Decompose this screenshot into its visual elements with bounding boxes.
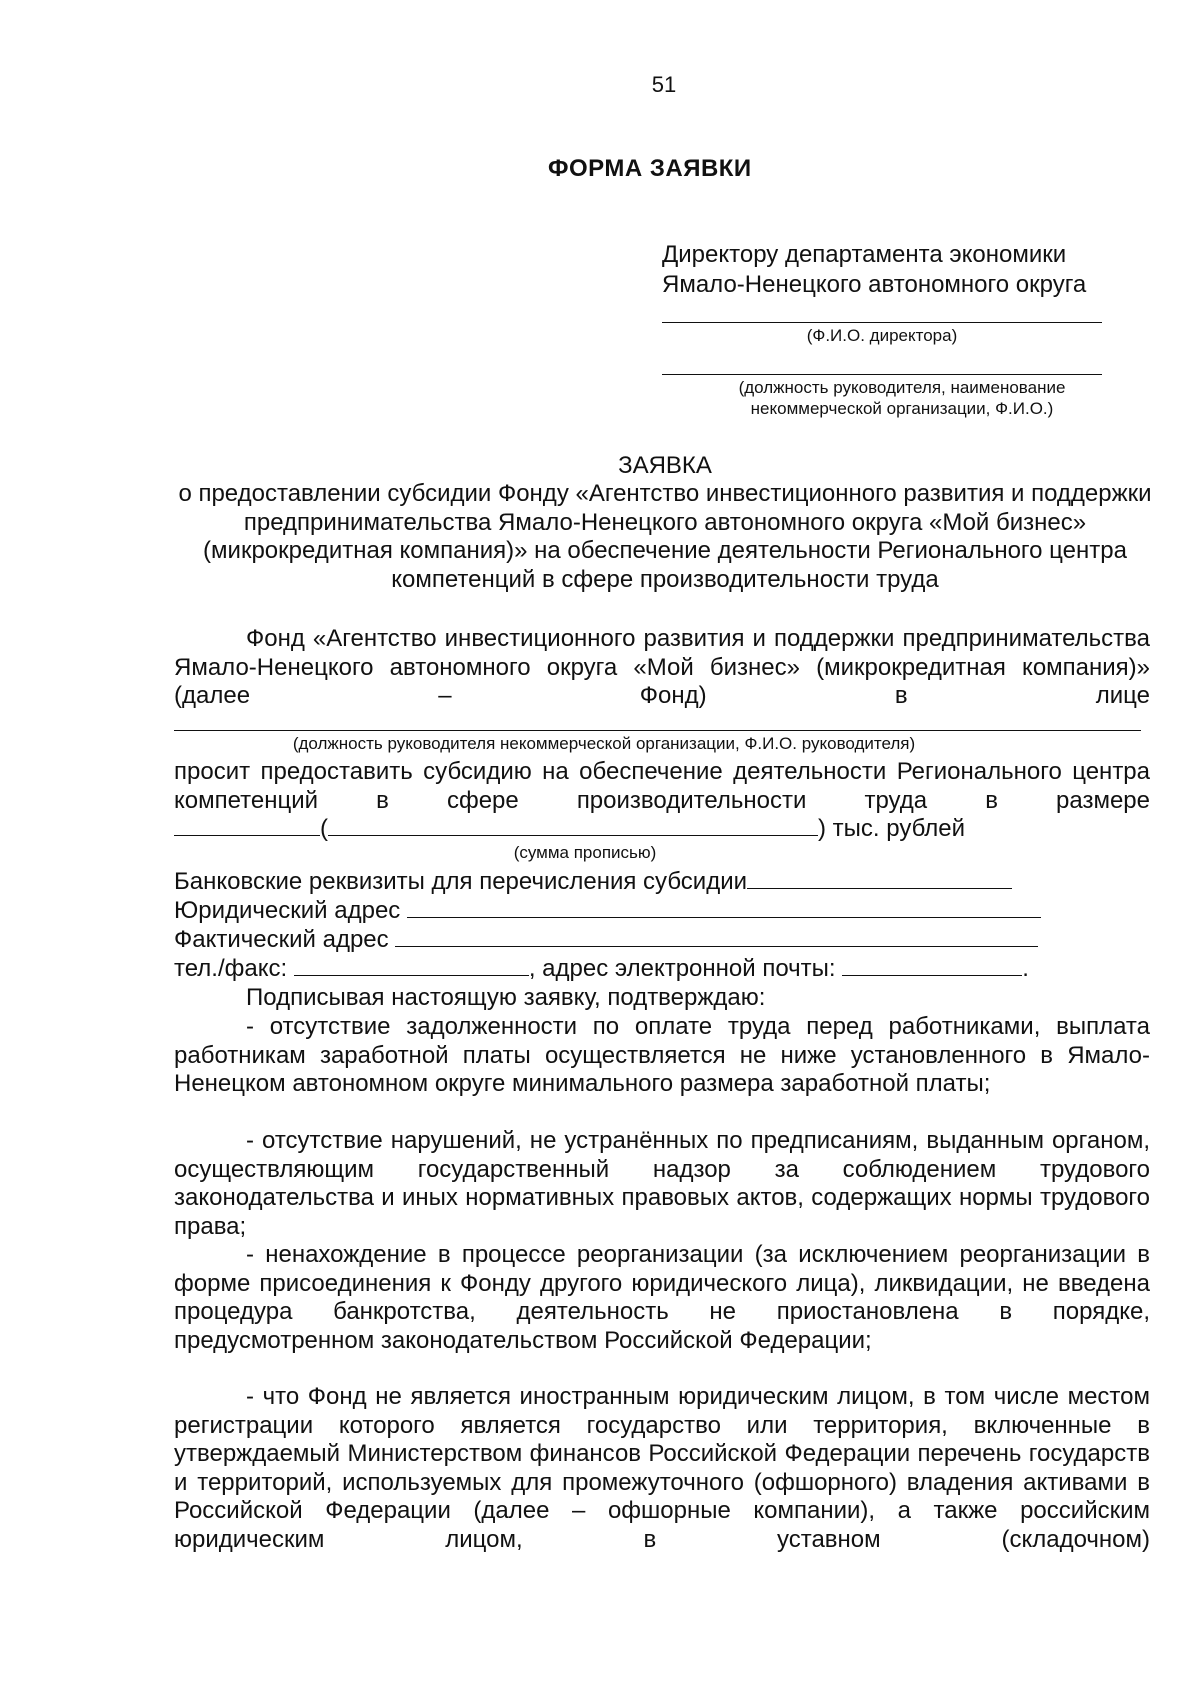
amount-line: ( ) тыс. рублей xyxy=(174,815,965,844)
actual-address-line xyxy=(174,926,1038,955)
confirm-intro: Подписывая настоящую заявку, подтверждаю: xyxy=(246,984,766,1011)
phone-label: тел./факс: xyxy=(174,955,288,982)
amount-words-field[interactable] xyxy=(328,815,818,836)
intro-paragraph: Фонд «Агентство инвестиционного развития и поддержки предпринимательства Ямало-Ненецкого автономного округа «Мой бизнес» (микрокредитная компания)» (далее – Фонд) в лице xyxy=(174,625,1150,709)
confirm-item-3: - ненахождение в процессе реорганизации (за исключением реорганизации в форме присоединения к Фонду другого юридического лица), ликвидации, не введена процедура банкротства, деятельность не приостановлена в порядке, предусмотренном законодательством Российской Федерации; xyxy=(174,1241,1150,1354)
contacts-line: тел./факс: , адрес электронной почты: . xyxy=(174,955,1029,982)
actual-address-label: Фактический адрес xyxy=(174,926,389,953)
sender-caption-line-2: некоммерческой организации, Ф.И.О.) xyxy=(750,399,1054,418)
application-title: ЗАЯВКА xyxy=(618,452,712,479)
actual-address-field[interactable] xyxy=(395,926,1038,947)
sender-field[interactable] xyxy=(662,374,1102,375)
confirm-item-4: - что Фонд не является иностранным юридическим лицом, в том числе местом регистрации которого является государство или территория, включенные в утверждаемый Министерством финансов Российской Федерации перечень государств и территорий, используемых для промежуточного (офшорного) владения активами в Российской Федерации (далее – офшорные компании), а также российским юридическим лицом, в уставном (складочном) xyxy=(174,1383,1150,1553)
confirm-item-1: - отсутствие задолженности по оплате труда перед работниками, выплата работникам заработной платы осуществляется не ниже установленного в Ямало-Ненецком автономном округе минимального размера заработной платы; xyxy=(174,1013,1150,1097)
head-field[interactable] xyxy=(174,730,1141,731)
amount-caption: (сумма прописью) xyxy=(513,843,657,862)
email-field[interactable] xyxy=(842,955,1022,976)
bank-details-field[interactable] xyxy=(747,868,1012,889)
sender-caption-line-1: (должность руководителя, наименование xyxy=(738,378,1066,397)
legal-address-line xyxy=(174,897,1041,926)
amount-suffix: ) тыс. рублей xyxy=(818,815,966,842)
legal-address-field[interactable] xyxy=(407,897,1041,918)
director-name-caption: (Ф.И.О. директора) xyxy=(806,326,958,345)
page-number: 51 xyxy=(651,72,677,97)
bank-details-label: Банковские реквизиты для перечисления субсидии xyxy=(174,868,748,895)
addressee-line-1: Директору департамента экономики xyxy=(662,241,1067,268)
form-heading: ФОРМА ЗАЯВКИ xyxy=(548,155,752,182)
request-paragraph: просит предоставить субсидию на обеспечение деятельности Регионального центра компетенций в сфере производительности труда в размере xyxy=(174,758,1150,814)
application-subtitle: о предоставлении субсидии Фонду «Агентство инвестиционного развития и поддержки предпринимательства Ямало-Ненецкого автономного округа «Мой бизнес» (микрокредитная компания)» на обеспечение деятельности Регионального центра компетенций в сфере производительности труда xyxy=(178,480,1152,593)
confirm-item-2: - отсутствие нарушений, не устранённых по предписаниям, выданным органом, осуществляющим государственный надзор за соблюдением трудового законодательства и иных нормативных правовых актов, содержащих нормы трудового права; xyxy=(174,1127,1150,1240)
bank-details-line xyxy=(174,868,1012,897)
phone-field[interactable] xyxy=(294,955,529,976)
amount-figure-field[interactable] xyxy=(174,815,320,836)
director-name-field[interactable] xyxy=(662,322,1102,323)
email-label: , адрес электронной почты: xyxy=(528,955,836,982)
legal-address-label: Юридический адрес xyxy=(174,897,401,924)
head-caption: (должность руководителя некоммерческой организации, Ф.И.О. руководителя) xyxy=(292,734,916,753)
addressee-line-2: Ямало-Ненецкого автономного округа xyxy=(662,271,1087,298)
